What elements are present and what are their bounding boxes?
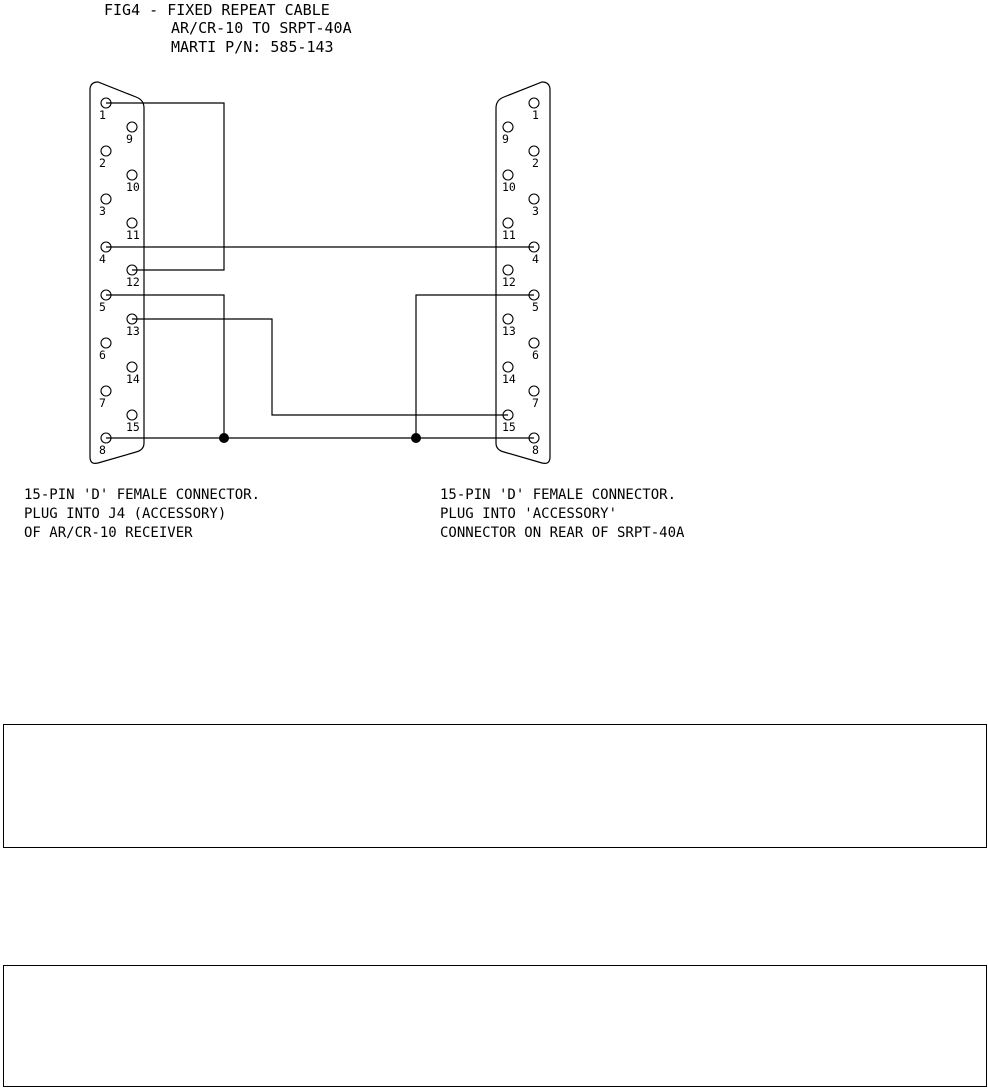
- left-pin-label-11: 11: [126, 228, 140, 242]
- left-pin-label-8: 8: [99, 443, 106, 457]
- right-pin-7-icon: [529, 386, 539, 396]
- left-pin-2-icon: [101, 146, 111, 156]
- title-line-2: AR/CR-10 TO SRPT-40A: [171, 19, 352, 37]
- left-pin-11-icon: [127, 218, 137, 228]
- left-pin-label-9: 9: [126, 132, 133, 146]
- right-pin-10-icon: [503, 170, 513, 180]
- right-pin-label-11: 11: [502, 228, 516, 242]
- left-pin-label-10: 10: [126, 180, 140, 194]
- right-connector-pins: [502, 98, 539, 457]
- right-pin-label-8: 8: [532, 443, 539, 457]
- left-caption-line-1: 15-PIN 'D' FEMALE CONNECTOR.: [24, 487, 261, 503]
- left-pin-14-icon: [127, 362, 137, 372]
- left-pin-15-icon: [127, 410, 137, 420]
- right-pin-label-1: 1: [532, 108, 539, 122]
- right-pin-label-6: 6: [532, 348, 539, 362]
- wire-l5-l8: [106, 295, 224, 438]
- left-pin-label-2: 2: [99, 156, 106, 170]
- left-connector-pins: [99, 98, 140, 457]
- left-pin-6-icon: [101, 338, 111, 348]
- wire-l1-l12: [106, 103, 224, 270]
- empty-frame-1: [3, 724, 987, 848]
- left-pin-label-5: 5: [99, 300, 106, 314]
- right-caption-line-3: CONNECTOR ON REAR OF SRPT-40A: [440, 525, 685, 541]
- left-pin-label-7: 7: [99, 396, 106, 410]
- left-pin-label-4: 4: [99, 252, 106, 266]
- right-pin-label-10: 10: [502, 180, 516, 194]
- right-pin-label-2: 2: [532, 156, 539, 170]
- wires: [106, 103, 534, 438]
- right-caption-line-2: PLUG INTO 'ACCESSORY': [440, 506, 618, 522]
- right-pin-label-5: 5: [532, 300, 539, 314]
- left-pin-label-13: 13: [126, 324, 140, 338]
- wire-r5-r8: [416, 295, 534, 438]
- left-pin-label-15: 15: [126, 420, 140, 434]
- left-pin-3-icon: [101, 194, 111, 204]
- right-pin-label-14: 14: [502, 372, 516, 386]
- right-pin-11-icon: [503, 218, 513, 228]
- left-caption-line-3: OF AR/CR-10 RECEIVER: [24, 525, 193, 541]
- right-pin-3-icon: [529, 194, 539, 204]
- left-pin-label-3: 3: [99, 204, 106, 218]
- right-pin-label-3: 3: [532, 204, 539, 218]
- right-pin-1-icon: [529, 98, 539, 108]
- right-pin-9-icon: [503, 122, 513, 132]
- right-pin-label-12: 12: [502, 275, 516, 289]
- left-connector-caption: [24, 487, 260, 541]
- right-pin-label-13: 13: [502, 324, 516, 338]
- right-pin-12-icon: [503, 265, 513, 275]
- right-caption-line-1: 15-PIN 'D' FEMALE CONNECTOR.: [440, 487, 677, 503]
- empty-frame-2: [3, 965, 987, 1087]
- junction-dot-left: [219, 433, 229, 443]
- left-pin-label-1: 1: [99, 108, 106, 122]
- right-pin-label-7: 7: [532, 396, 539, 410]
- left-caption-line-2: PLUG INTO J4 (ACCESSORY): [24, 506, 227, 522]
- right-pin-13-icon: [503, 314, 513, 324]
- left-pin-9-icon: [127, 122, 137, 132]
- left-pin-10-icon: [127, 170, 137, 180]
- left-pin-label-14: 14: [126, 372, 140, 386]
- right-pin-14-icon: [503, 362, 513, 372]
- junction-dot-right: [411, 433, 421, 443]
- wire-l13-r7: [132, 319, 508, 415]
- left-pin-7-icon: [101, 386, 111, 396]
- right-pin-2-icon: [529, 146, 539, 156]
- title-line-1: FIG4 - FIXED REPEAT CABLE: [104, 1, 330, 19]
- title-line-3: MARTI P/N: 585-143: [171, 38, 334, 56]
- right-pin-6-icon: [529, 338, 539, 348]
- right-connector-caption: [440, 487, 685, 541]
- right-pin-label-4: 4: [532, 252, 539, 266]
- figure-title: [104, 1, 352, 56]
- left-pin-label-6: 6: [99, 348, 106, 362]
- right-pin-label-15: 15: [502, 420, 516, 434]
- left-pin-label-12: 12: [126, 275, 140, 289]
- right-pin-label-9: 9: [502, 132, 509, 146]
